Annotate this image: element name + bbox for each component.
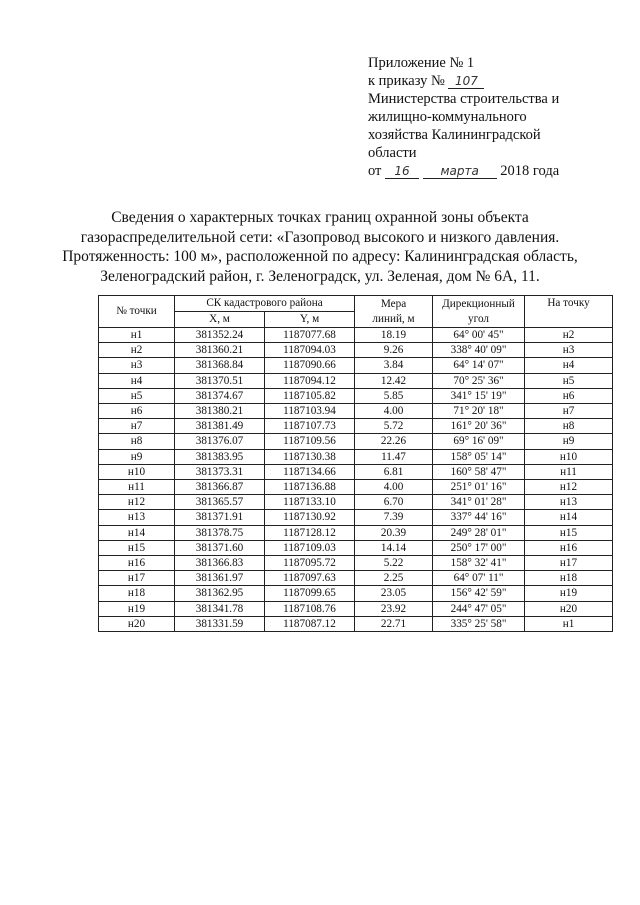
cell-measure: 9.26	[355, 343, 433, 358]
cell-measure: 4.00	[355, 404, 433, 419]
cell-y: 1187094.12	[265, 373, 355, 388]
cell-direction: 156° 42' 59"	[433, 586, 525, 601]
cell-y: 1187128.12	[265, 525, 355, 540]
cell-direction: 158° 32' 41"	[433, 556, 525, 571]
header-sk-group: СК кадастрового района	[175, 296, 355, 312]
cell-measure: 6.81	[355, 464, 433, 479]
cell-point: н3	[99, 358, 175, 373]
cell-to-point: н3	[525, 343, 613, 358]
cell-to-point: н11	[525, 464, 613, 479]
cell-y: 1187087.12	[265, 616, 355, 631]
cell-point: н19	[99, 601, 175, 616]
table-row	[99, 358, 613, 373]
cell-direction: 69° 16' 09"	[433, 434, 525, 449]
cell-y: 1187105.82	[265, 388, 355, 403]
document-title	[60, 208, 580, 286]
table-row	[99, 556, 613, 571]
table-row	[99, 404, 613, 419]
cell-measure: 11.47	[355, 449, 433, 464]
table-row	[99, 328, 613, 343]
cell-y: 1187107.73	[265, 419, 355, 434]
cell-direction: 341° 01' 28"	[433, 495, 525, 510]
cell-point: н5	[99, 388, 175, 403]
cell-measure: 7.39	[355, 510, 433, 525]
cell-direction: 64° 07' 11"	[433, 571, 525, 586]
cell-point: н2	[99, 343, 175, 358]
cell-direction: 64° 00' 45"	[433, 328, 525, 343]
table-row	[99, 510, 613, 525]
cell-x: 381331.59	[175, 616, 265, 631]
cell-direction: 161° 20' 36"	[433, 419, 525, 434]
cell-measure: 5.85	[355, 388, 433, 403]
ministry-line-4: области	[368, 145, 417, 161]
cell-point: н17	[99, 571, 175, 586]
table-row	[99, 495, 613, 510]
order-line	[368, 72, 618, 90]
table-row	[99, 586, 613, 601]
table-row	[99, 480, 613, 495]
cell-direction: 160° 58' 47"	[433, 464, 525, 479]
cell-to-point: н19	[525, 586, 613, 601]
cell-point: н11	[99, 480, 175, 495]
cell-y: 1187134.66	[265, 464, 355, 479]
cell-point: н4	[99, 373, 175, 388]
header-measure-line-1: Мера	[380, 297, 407, 310]
cell-x: 381361.97	[175, 571, 265, 586]
table-row	[99, 464, 613, 479]
cell-x: 381362.95	[175, 586, 265, 601]
cell-to-point: н4	[525, 358, 613, 373]
cell-measure: 12.42	[355, 373, 433, 388]
cell-y: 1187109.56	[265, 434, 355, 449]
cell-to-point: н9	[525, 434, 613, 449]
header-x: X, м	[175, 312, 265, 328]
cell-point: н14	[99, 525, 175, 540]
cell-point: н1	[99, 328, 175, 343]
cell-to-point: н13	[525, 495, 613, 510]
cell-measure: 23.05	[355, 586, 433, 601]
appendix-block	[368, 54, 618, 180]
header-direction	[433, 296, 525, 328]
table-row	[99, 571, 613, 586]
date-year: 2018 года	[500, 163, 560, 179]
cell-x: 381378.75	[175, 525, 265, 540]
cell-y: 1187103.94	[265, 404, 355, 419]
cell-direction: 335° 25' 58"	[433, 616, 525, 631]
table-row	[99, 419, 613, 434]
cell-y: 1187099.65	[265, 586, 355, 601]
header-to-point: На точку	[525, 296, 613, 328]
date-day-handwritten: 16	[385, 164, 419, 179]
cell-to-point: н16	[525, 540, 613, 555]
table-row	[99, 343, 613, 358]
table-row	[99, 525, 613, 540]
cell-y: 1187094.03	[265, 343, 355, 358]
cell-measure: 14.14	[355, 540, 433, 555]
header-measure	[355, 296, 433, 328]
ministry-line-2: жилищно-коммунального	[368, 109, 527, 125]
cell-x: 381376.07	[175, 434, 265, 449]
points-table	[98, 295, 613, 632]
cell-direction: 338° 40' 09"	[433, 343, 525, 358]
cell-direction: 158° 05' 14"	[433, 449, 525, 464]
cell-x: 381365.57	[175, 495, 265, 510]
cell-direction: 64° 14' 07"	[433, 358, 525, 373]
cell-to-point: н14	[525, 510, 613, 525]
cell-to-point: н20	[525, 601, 613, 616]
cell-point: н18	[99, 586, 175, 601]
cell-point: н10	[99, 464, 175, 479]
cell-point: н12	[99, 495, 175, 510]
cell-x: 381368.84	[175, 358, 265, 373]
cell-point: н20	[99, 616, 175, 631]
cell-y: 1187077.68	[265, 328, 355, 343]
cell-y: 1187108.76	[265, 601, 355, 616]
header-measure-line-2: линий, м	[372, 312, 415, 325]
appendix-title: Приложение № 1	[368, 55, 475, 71]
cell-to-point: н8	[525, 419, 613, 434]
cell-point: н9	[99, 449, 175, 464]
cell-measure: 5.72	[355, 419, 433, 434]
ministry-line-3: хозяйства Калининградской	[368, 127, 541, 143]
cell-to-point: н15	[525, 525, 613, 540]
cell-measure: 5.22	[355, 556, 433, 571]
cell-point: н8	[99, 434, 175, 449]
cell-measure: 4.00	[355, 480, 433, 495]
cell-x: 381380.21	[175, 404, 265, 419]
cell-measure: 2.25	[355, 571, 433, 586]
cell-to-point: н18	[525, 571, 613, 586]
header-y: Y, м	[265, 312, 355, 328]
table-row	[99, 449, 613, 464]
cell-point: н13	[99, 510, 175, 525]
header-direction-line-1: Дирекционный	[442, 297, 515, 310]
cell-x: 381383.95	[175, 449, 265, 464]
cell-to-point: н10	[525, 449, 613, 464]
cell-x: 381352.24	[175, 328, 265, 343]
table-row	[99, 540, 613, 555]
cell-x: 381373.31	[175, 464, 265, 479]
cell-to-point: н2	[525, 328, 613, 343]
cell-measure: 22.26	[355, 434, 433, 449]
title-line-4: Зеленоградский район, г. Зеленоградск, ул. Зеленая, дом № 6А, 11.	[100, 267, 540, 285]
table-row	[99, 434, 613, 449]
date-prefix: от	[368, 163, 382, 179]
header-point: № точки	[99, 296, 175, 328]
cell-x: 381366.87	[175, 480, 265, 495]
table-body	[99, 328, 613, 632]
cell-direction: 251° 01' 16"	[433, 480, 525, 495]
cell-point: н7	[99, 419, 175, 434]
table-row	[99, 616, 613, 631]
cell-point: н16	[99, 556, 175, 571]
title-line-1: Сведения о характерных точках границ охранной зоны объекта	[111, 209, 529, 226]
cell-measure: 22.71	[355, 616, 433, 631]
cell-to-point: н17	[525, 556, 613, 571]
cell-direction: 250° 17' 00"	[433, 540, 525, 555]
cell-x: 381360.21	[175, 343, 265, 358]
cell-direction: 249° 28' 01"	[433, 525, 525, 540]
cell-y: 1187097.63	[265, 571, 355, 586]
cell-y: 1187090.66	[265, 358, 355, 373]
cell-measure: 6.70	[355, 495, 433, 510]
cell-measure: 23.92	[355, 601, 433, 616]
order-number-handwritten: 107	[448, 74, 484, 89]
cell-to-point: н7	[525, 404, 613, 419]
cell-x: 381371.60	[175, 540, 265, 555]
cell-x: 381374.67	[175, 388, 265, 403]
date-month-handwritten: марта	[423, 164, 497, 179]
cell-measure: 3.84	[355, 358, 433, 373]
cell-to-point: н1	[525, 616, 613, 631]
cell-measure: 18.19	[355, 328, 433, 343]
cell-direction: 70° 25' 36"	[433, 373, 525, 388]
cell-to-point: н6	[525, 388, 613, 403]
cell-y: 1187095.72	[265, 556, 355, 571]
cell-x: 381371.91	[175, 510, 265, 525]
cell-direction: 341° 15' 19"	[433, 388, 525, 403]
header-direction-line-2: угол	[468, 312, 489, 325]
cell-y: 1187133.10	[265, 495, 355, 510]
date-line	[368, 162, 618, 180]
order-prefix: к приказу №	[368, 73, 445, 89]
table-row	[99, 601, 613, 616]
cell-x: 381370.51	[175, 373, 265, 388]
cell-y: 1187130.38	[265, 449, 355, 464]
cell-y: 1187136.88	[265, 480, 355, 495]
cell-to-point: н5	[525, 373, 613, 388]
table-row	[99, 373, 613, 388]
title-line-3: Протяженность: 100 м», расположенной по адресу: Калининградская область,	[62, 248, 578, 265]
ministry-line-1: Министерства строительства и	[368, 91, 560, 107]
cell-x: 381366.83	[175, 556, 265, 571]
cell-direction: 71° 20' 18"	[433, 404, 525, 419]
cell-direction: 337° 44' 16"	[433, 510, 525, 525]
cell-x: 381341.78	[175, 601, 265, 616]
table-row	[99, 388, 613, 403]
cell-to-point: н12	[525, 480, 613, 495]
cell-point: н6	[99, 404, 175, 419]
cell-measure: 20.39	[355, 525, 433, 540]
cell-y: 1187130.92	[265, 510, 355, 525]
title-line-2: газораспределительной сети: «Газопровод высокого и низкого давления.	[80, 228, 560, 246]
cell-x: 381381.49	[175, 419, 265, 434]
cell-direction: 244° 47' 05"	[433, 601, 525, 616]
cell-point: н15	[99, 540, 175, 555]
cell-y: 1187109.03	[265, 540, 355, 555]
table-header-row-1	[99, 296, 613, 312]
